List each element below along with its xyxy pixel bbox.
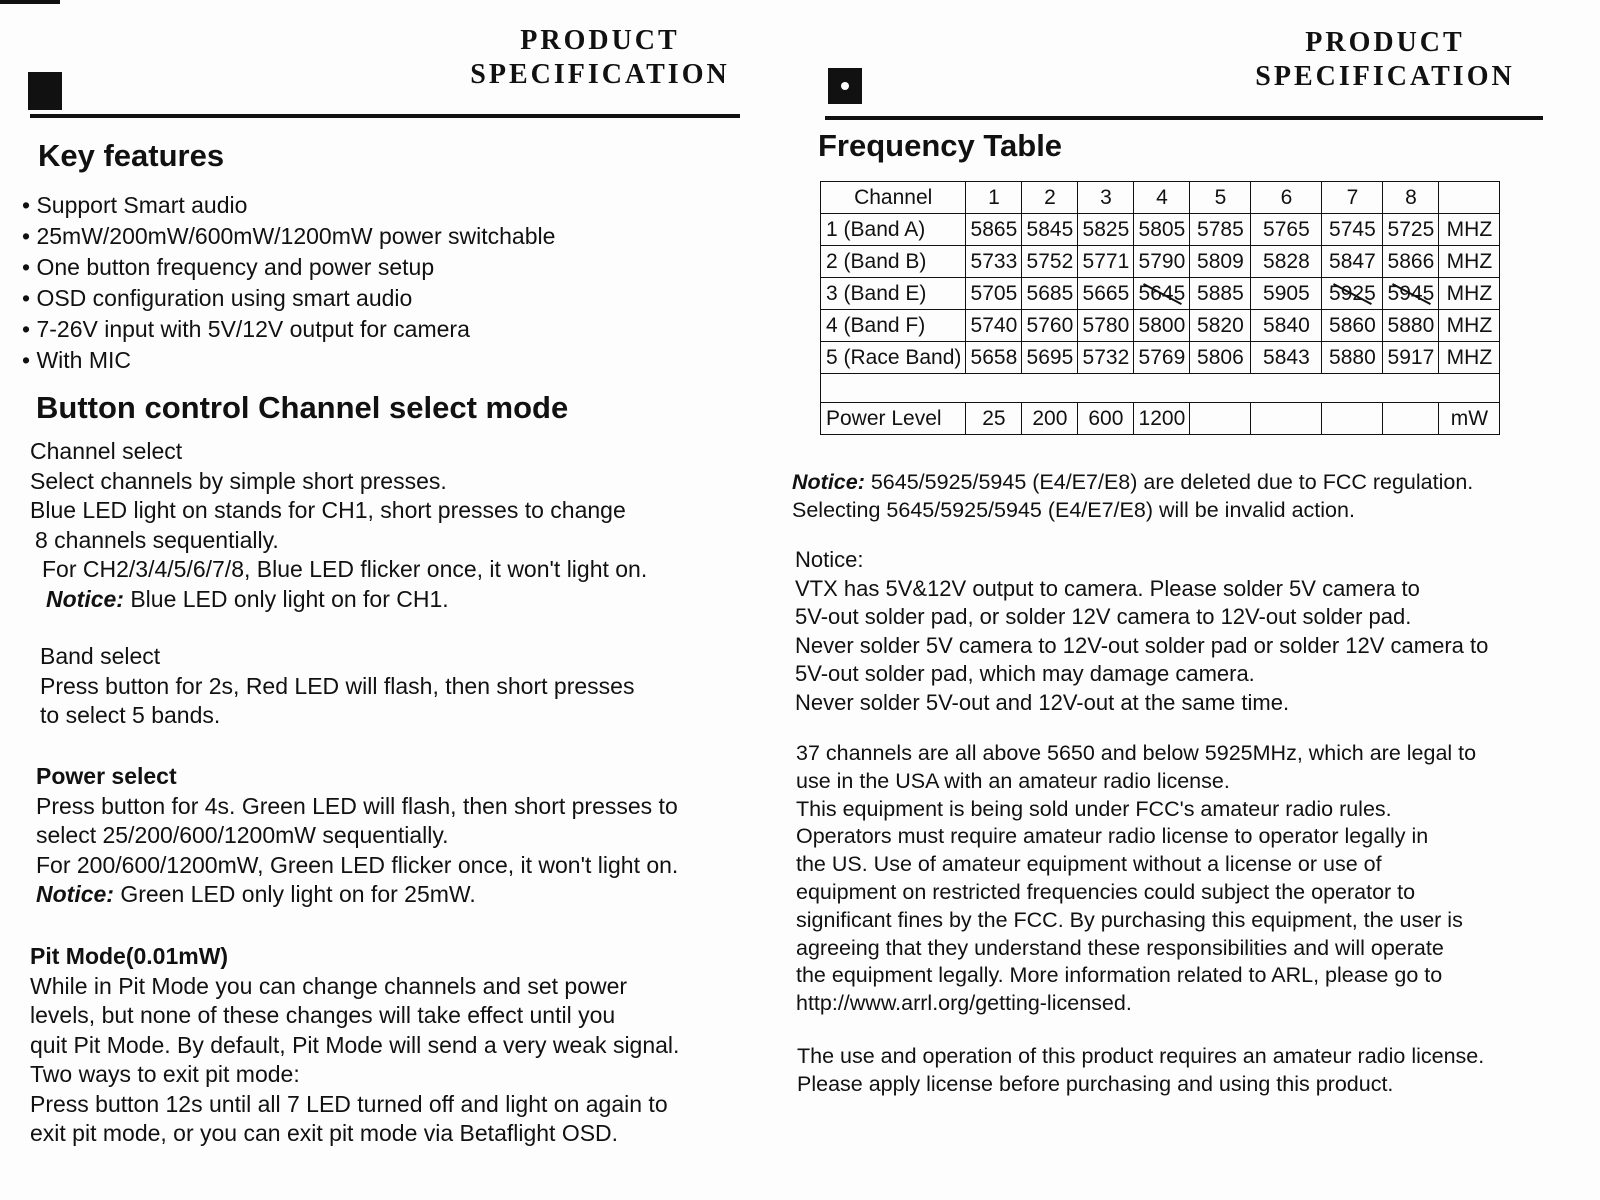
band-select-heading: Band select	[40, 643, 161, 669]
table-cell: 5809	[1190, 246, 1251, 278]
table-cell: 5805	[1134, 214, 1190, 246]
text-line: quit Pit Mode. By default, Pit Mode will send a very weak signal.	[30, 1031, 680, 1058]
table-cell: 5785	[1190, 214, 1251, 246]
struck-cell	[1134, 278, 1190, 310]
text-line: Select channels by simple short presses.	[30, 467, 447, 494]
unit-cell: MHZ	[1439, 310, 1500, 342]
blank-row	[821, 374, 1500, 403]
table-cell	[1383, 403, 1439, 435]
header-rule	[825, 116, 1543, 120]
channel-select-heading: Channel select	[30, 438, 183, 464]
text-line: VTX has 5V&12V output to camera. Please solder 5V camera to	[795, 575, 1420, 601]
text-line: This equipment is being sold under FCC's amateur radio rules.	[796, 796, 1392, 821]
text-line: equipment on restricted frequencies could subject the operator to	[796, 879, 1416, 904]
text-line: For 200/600/1200mW, Green LED flicker once, it won't light on.	[36, 851, 679, 878]
table-header-cell: 7	[1322, 182, 1383, 214]
table-cell: 5806	[1190, 342, 1251, 374]
text-line: Blue LED light on stands for CH1, short presses to change	[30, 497, 626, 523]
band-select-block	[40, 642, 634, 731]
text-line: Operators must require amateur radio license to operator legally in	[796, 824, 1429, 849]
fcc-notice-line-1	[792, 468, 1473, 496]
table-cell: 5658	[966, 342, 1022, 374]
text-line: significant fines by the FCC. By purchasing this equipment, the user is	[796, 907, 1463, 932]
text-line: 5V-out solder pad, which may damage camera.	[795, 661, 1255, 686]
notice-label: Notice:	[46, 585, 124, 612]
header-rule	[30, 114, 740, 118]
row-label: 2 (Band B)	[821, 246, 966, 278]
list-item: • 25mW/200mW/600mW/1200mW power switchable	[22, 223, 556, 249]
table-cell: 5885	[1190, 278, 1251, 310]
table-cell: 25	[966, 403, 1022, 435]
table-cell: 5840	[1251, 310, 1322, 342]
row-label: 1 (Band A)	[821, 214, 966, 246]
text-line: exit pit mode, or you can exit pit mode via Betaflight OSD.	[30, 1120, 619, 1146]
table-row	[821, 310, 1500, 342]
header-line-1: PRODUCT	[1305, 27, 1465, 58]
notice-label: Notice:	[36, 881, 114, 907]
text-line: 8 channels sequentially.	[35, 526, 279, 553]
text-line: select 25/200/600/1200mW sequentially.	[36, 822, 449, 848]
list-item: • One button frequency and power setup	[22, 254, 435, 280]
header-line-2: SPECIFICATION	[470, 59, 730, 90]
fcc-notice-line-2: Selecting 5645/5925/5945 (E4/E7/E8) will be invalid action.	[792, 498, 1355, 522]
table-cell: 5845	[1022, 214, 1078, 246]
right-page	[792, 0, 1600, 1200]
table-cell: 5685	[1022, 278, 1078, 310]
text-line: Please apply license before purchasing and using this product.	[797, 1072, 1394, 1096]
table-cell: 600	[1078, 403, 1134, 435]
table-header-cell: 2	[1022, 182, 1078, 214]
list-item: • 7-26V input with 5V/12V output for camera	[22, 316, 470, 342]
text-line: Press button 12s until all 7 LED turned off and light on again to	[30, 1090, 668, 1117]
table-header-cell	[1439, 182, 1500, 214]
unit-cell: mW	[1439, 403, 1500, 435]
power-select-block	[36, 762, 678, 910]
text-line: The use and operation of this product requires an amateur radio license.	[797, 1044, 1485, 1068]
pit-mode-block	[30, 942, 679, 1149]
table-cell: 1200	[1134, 403, 1190, 435]
text-line: levels, but none of these changes will take effect until you	[30, 1002, 616, 1028]
text-line: Press button for 4s. Green LED will flash, then short presses to	[36, 792, 678, 819]
table-cell: 5725	[1383, 214, 1439, 246]
table-cell: 5880	[1322, 342, 1383, 374]
row-label: Power Level	[821, 403, 966, 435]
solder-notice	[795, 546, 1488, 717]
table-cell: 5752	[1022, 246, 1078, 278]
unit-cell: MHZ	[1439, 246, 1500, 278]
channel-notice	[30, 585, 647, 615]
header-line-2: SPECIFICATION	[1255, 61, 1515, 92]
table-cell: 5880	[1383, 310, 1439, 342]
table-header-cell: Channel	[821, 182, 966, 214]
table-cell: 5740	[966, 310, 1022, 342]
section-marker	[828, 68, 862, 104]
list-item: • With MIC	[22, 347, 132, 373]
table-cell: 5769	[1134, 342, 1190, 374]
marker-dot	[841, 82, 849, 90]
text-line: While in Pit Mode you can change channels and set power	[30, 972, 628, 999]
channel-select-block	[30, 437, 647, 614]
table-cell: 5800	[1134, 310, 1190, 342]
table-cell: 5705	[966, 278, 1022, 310]
table-header-cell: 8	[1383, 182, 1439, 214]
struck-value: 5925	[1329, 281, 1376, 305]
row-label: 4 (Band F)	[821, 310, 966, 342]
text-line: 37 channels are all above 5650 and below 5925MHz, which are legal to	[796, 741, 1477, 765]
table-cell: 5733	[966, 246, 1022, 278]
struck-value: 5945	[1387, 281, 1435, 305]
pit-mode-heading: Pit Mode(0.01mW)	[30, 943, 229, 969]
text-line: 5V-out solder pad, or solder 12V camera to 12V-out solder pad.	[795, 604, 1412, 629]
table-cell: 5780	[1078, 310, 1134, 342]
power-notice	[36, 880, 678, 910]
row-label: 3 (Band E)	[821, 278, 966, 310]
table-cell: 5771	[1078, 246, 1134, 278]
license-paragraph	[796, 740, 1476, 1018]
table-cell: 5820	[1190, 310, 1251, 342]
table-cell: 5665	[1078, 278, 1134, 310]
list-item: • OSD configuration using smart audio	[22, 285, 413, 311]
power-select-heading: Power select	[36, 763, 177, 789]
table-cell: 5847	[1322, 246, 1383, 278]
text-line: the US. Use of amateur equipment without a license or use of	[796, 852, 1382, 877]
section-marker	[28, 72, 62, 110]
table-row	[821, 214, 1500, 246]
table-cell: 200	[1022, 403, 1078, 435]
unit-cell: MHZ	[1439, 278, 1500, 310]
struck-cell	[1322, 278, 1383, 310]
right-header	[1240, 26, 1530, 94]
table-cell: 5765	[1251, 214, 1322, 246]
table-cell: 5905	[1251, 278, 1322, 310]
struck-cell	[1383, 278, 1439, 310]
text-line: Press button for 2s, Red LED will flash, then short presses	[40, 672, 635, 699]
text-line: agreeing that they understand these responsibilities and will operate	[796, 935, 1444, 960]
closing-paragraph	[797, 1042, 1484, 1098]
table-header-cell: 1	[966, 182, 1022, 214]
power-level-row	[821, 403, 1500, 435]
table-cell	[1190, 403, 1251, 435]
table-cell: 5760	[1022, 310, 1078, 342]
fcc-notice	[792, 468, 1473, 524]
table-cell: 5825	[1078, 214, 1134, 246]
solder-notice-heading: Notice:	[795, 547, 864, 572]
unit-cell: MHZ	[1439, 214, 1500, 246]
text-line: Never solder 5V-out and 12V-out at the same time.	[795, 689, 1290, 715]
struck-value: 5645	[1138, 281, 1186, 305]
unit-cell: MHZ	[1439, 342, 1500, 374]
table-cell: 5732	[1078, 342, 1134, 374]
frequency-table	[820, 181, 1500, 435]
table-header-cell: 4	[1134, 182, 1190, 214]
table-row	[821, 278, 1500, 310]
button-control-title: Button control Channel select mode	[36, 390, 569, 425]
table-cell: 5695	[1022, 342, 1078, 374]
key-features-title: Key features	[38, 138, 225, 173]
text-line: the equipment legally. More information related to ARL, please go to	[796, 963, 1443, 988]
text-line: http://www.arrl.org/getting-licensed.	[796, 991, 1132, 1016]
table-row	[821, 342, 1500, 374]
table-cell: 5917	[1383, 342, 1439, 374]
blank-cell	[821, 374, 1500, 403]
table-cell: 5790	[1134, 246, 1190, 278]
table-header-row	[821, 182, 1500, 214]
frequency-table-title: Frequency Table	[818, 128, 1063, 163]
table-header-cell: 6	[1251, 182, 1322, 214]
table-cell: 5745	[1322, 214, 1383, 246]
left-page	[0, 0, 780, 1200]
table-cell: 5865	[966, 214, 1022, 246]
table-cell: 5828	[1251, 246, 1322, 278]
row-label: 5 (Race Band)	[821, 342, 966, 374]
text-line: use in the USA with an amateur radio license.	[796, 768, 1230, 793]
key-features-list	[22, 190, 555, 376]
list-item: • Support Smart audio	[22, 192, 248, 218]
table-cell	[1322, 403, 1383, 435]
table-header-cell: 5	[1190, 182, 1251, 214]
text-line: Never solder 5V camera to 12V-out solder pad or solder 12V camera to	[795, 632, 1489, 658]
table-row	[821, 246, 1500, 278]
table-header-cell: 3	[1078, 182, 1134, 214]
notice-text: Green LED only light on for 25mW.	[113, 881, 476, 907]
table-cell	[1251, 403, 1322, 435]
notice-label: Notice:	[792, 470, 865, 494]
table-cell: 5866	[1383, 246, 1439, 278]
header-line-1: PRODUCT	[520, 25, 680, 56]
notice-text: Blue LED only light on for CH1.	[123, 585, 449, 612]
table-cell: 5860	[1322, 310, 1383, 342]
text-line: to select 5 bands.	[40, 702, 221, 728]
text-line: For CH2/3/4/5/6/7/8, Blue LED flicker once, it won't light on.	[42, 556, 648, 582]
left-header	[455, 24, 745, 92]
notice-text: 5645/5925/5945 (E4/E7/E8) are deleted due to FCC regulation.	[864, 470, 1474, 494]
text-line: Two ways to exit pit mode:	[30, 1061, 300, 1087]
table-cell: 5843	[1251, 342, 1322, 374]
